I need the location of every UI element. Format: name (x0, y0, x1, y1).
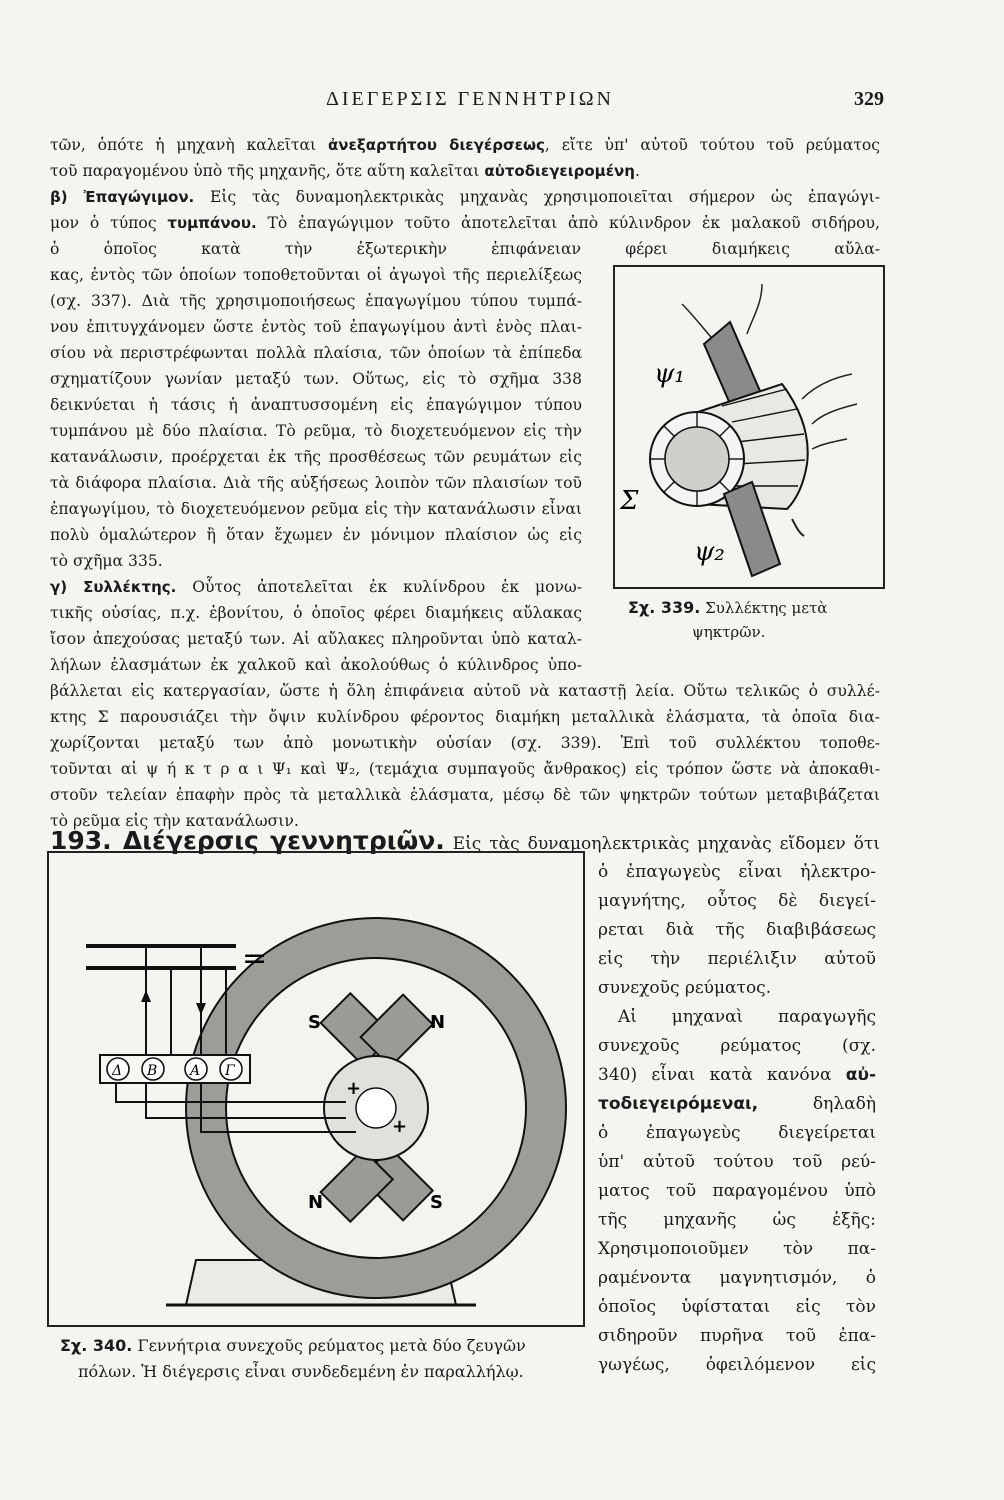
page-number: 329 (854, 88, 884, 110)
text-line: στοῦν τελείαν ἐπαφὴν πρὸς τὰ μεταλλικὰ ἐλάσματα, μέσῳ δὲ τῶν ψηκτρῶν τούτων μεταβιβάζεται (50, 786, 880, 804)
text-line: συνεχοῦς ρεύματος (σχ. (598, 1036, 876, 1056)
terminal-label: Β (147, 1063, 158, 1079)
text-line: β) Ἐπαγώγιμον. Εἰς τὰς δυναμοηλεκτρικὰς μηχανὰς χρησιμοποιεῖται σήμερον ὡς ἐπαγώγι- (50, 188, 880, 206)
label-psi1: ψ₁ (654, 359, 685, 389)
text-line: τοδιεγειρόμεναι, δηλαδὴ (598, 1094, 876, 1114)
text-line: ματος τοῦ παραγομένου ὑπὸ (598, 1181, 876, 1201)
text-line: τοῦνται αἱ ψ ή κ τ ρ α ι Ψ₁ καὶ Ψ₂, (τεμάχια συμπαγοῦς ἄνθρακος) εἰς τρόπον ὥστε νὰ ἀποκαθι- (50, 760, 880, 778)
text-line: 340) εἶναι κατὰ κανόνα αὐ- (598, 1065, 876, 1085)
figure-340-generator (46, 850, 586, 1328)
text-line: χωρίζονται μεταξύ των ἀπὸ μονωτικὴν οὐσίαν (σχ. 339). Ἐπὶ τοῦ συλλέκτου τοποθε- (50, 734, 880, 752)
terminal-label: Α (190, 1063, 201, 1079)
text-line: κατανάλωσιν, προέρχεται ἐκ τῆς προσθέσεως τῶν ρευμάτων εἰς (50, 448, 582, 466)
text-line: κας, ἐντὸς τῶν ὁποίων τοποθετοῦνται οἱ ἀγωγοὶ τῆς περιελίξεως (50, 266, 582, 284)
text-line: Αἱ μηχαναὶ παραγωγῆς (618, 1007, 876, 1027)
plus-sign: + (346, 1078, 362, 1099)
text-line: νου ἐπιτυγχάνομεν ὥστε ἐντὸς τοῦ ἐπαγωγίμου ἀντὶ ἑνὸς πλαι- (50, 318, 582, 336)
text-line: σχηματίζουν γωνίαν μεταξύ των. Οὕτως, εἰς τὸ σχῆμα 338 (50, 370, 582, 388)
figure-339-commutator (612, 264, 886, 590)
text-line: γ) Συλλέκτης. Οὗτος ἀποτελεῖται ἐκ κυλίνδρου ἐκ μονω- (50, 578, 582, 596)
text-line: τὸ σχῆμα 335. (50, 552, 163, 570)
text-line: τυμπάνου μὲ δύο πλαίσια. Τὸ ρεῦμα, τὸ διοχετευόμενον εἰς τὴν (50, 422, 582, 440)
text-line: τὰ διάφορα πλαίσια. Διὰ τῆς αὐξήσεως λοιπὸν τῶν πλαισίων τοῦ (50, 474, 582, 492)
text-line: λήλων ἐλασμάτων ἐκ χαλκοῦ καὶ ἀκολούθως ὁ κύλινδρος ὑπο- (50, 656, 582, 674)
text-line: ἴσον ἀπεχούσας μεταξύ των. Αἱ αὔλακες πληροῦνται ὑπὸ καταλ- (50, 630, 582, 648)
text-line: τῶν, ὁπότε ἡ μηχανὴ καλεῖται ἀνεξαρτήτου διεγέρσεως, εἴτε ὑπ' αὐτοῦ τούτου τοῦ ρεύματος (50, 136, 880, 154)
text-line: ραμένοντα μαγνητισμόν, ὁ (598, 1268, 876, 1288)
text-line: τικῆς οὐσίας, π.χ. ἐβονίτου, ὁ ὁποῖος φέρει διαμήκεις αὔλακας (50, 604, 582, 622)
text-line: γωγέως, ὀφειλόμενον εἰς (598, 1355, 876, 1375)
label-psi2: ψ₂ (694, 537, 725, 567)
text-line: ὁ ὁποῖος κατὰ τὴν ἐξωτερικὴν ἐπιφάνειαν φέρει διαμήκεις αὔλα- (50, 240, 880, 258)
section-193-heading-line: 193. Διέγερσις γεννητριῶν. Εἰς τὰς δυναμοηλεκτρικὰς μηχανὰς εἴδομεν ὅτι (50, 826, 880, 855)
arrow (196, 1003, 206, 1015)
subsection-heading: β) Ἐπαγώγιμον. (50, 188, 195, 206)
text-line: ρεται διὰ τῆς διαβιβάσεως (598, 920, 876, 940)
text-line: τὸ ρεῦμα εἰς τὴν κατανάλωσιν. (50, 812, 299, 830)
text-line: Χρησιμοποιοῦμεν τὸν πα- (598, 1239, 876, 1259)
wire (747, 284, 762, 334)
figure-339-caption: Σχ. 339. Συλλέκτης μετὰ (628, 598, 828, 617)
pole-label: S (308, 1012, 321, 1033)
subsection-heading: γ) Συλλέκτης. (50, 578, 177, 596)
text-line: πολὺ ὁμαλώτερον ἢ ὅταν ἔχωμεν ἐν μόνιμον πλαίσιον ὡς εἰς (50, 526, 582, 544)
text-line: ἐπαγωγίμου, τὸ διοχετευόμενον ρεῦμα εἰς τὴν κατανάλωσιν εἶναι (50, 500, 582, 518)
figure-340-caption: Σχ. 340. Γεννήτρια συνεχοῦς ρεύματος μετὰ δύο ζευγῶν (60, 1336, 526, 1355)
text-line: κτης Σ παρουσιάζει τὴν ὄψιν κυλίνδρου φέροντος διαμήκη μεταλλικὰ ἐλάσματα, τὰ ὁποῖα δια- (50, 708, 880, 726)
text-line: ὁποῖος ὑφίσταται εἰς τὸν (598, 1297, 876, 1317)
text-line: βάλλεται εἰς κατεργασίαν, ὥστε ἡ ὅλη ἐπιφάνεια αὐτοῦ νὰ καταστῇ λεία. Οὕτω τελικῶς ὁ συλλέ- (50, 682, 880, 700)
text-line: τῆς μηχανῆς ὡς ἑξῆς: (598, 1210, 876, 1230)
pole-label: N (308, 1192, 324, 1213)
wire (812, 404, 857, 424)
terminal-label: Γ (225, 1063, 235, 1079)
pole-label: S (430, 1192, 443, 1213)
pole-label: N (430, 1012, 446, 1033)
text-line: (σχ. 337). Διὰ τῆς χρησιμοποιήσεως ἐπαγωγίμου τύπου τυμπά- (50, 292, 582, 310)
text-line: ὑπ' αὐτοῦ τούτου τοῦ ρεύ- (598, 1152, 876, 1172)
text-line: ὁ ἐπαγωγεὺς διεγείρεται (598, 1123, 876, 1143)
text-line: τοῦ παραγομένου ὑπὸ τῆς μηχανῆς, ὅτε αὕτη καλεῖται αὐτοδιεγειρομένη. (50, 162, 640, 180)
text-line: σίου νὰ περιστρέφωνται πολλὰ πλαίσια, τῶν ὁποίων τὰ ἐπίπεδα (50, 344, 582, 362)
wire (792, 519, 804, 536)
figure-340-caption-line2: πόλων. Ἡ διέγερσις εἶναι συνδεδεμένη ἐν παραλλήλῳ. (78, 1362, 524, 1381)
text-line: σιδηροῦν πυρῆνα τοῦ ἐπα- (598, 1326, 876, 1346)
section-heading: 193. Διέγερσις γεννητριῶν. (50, 826, 445, 855)
text-line: συνεχοῦς ρεύματος. (598, 978, 772, 998)
shaft (356, 1088, 396, 1128)
text-line: ὁ ἐπαγωγεὺς εἶναι ἠλεκτρο- (598, 862, 876, 882)
text-line: μον ὁ τύπος τυμπάνου. Τὸ ἐπαγώγιμον τοῦτο ἀποτελεῖται ἀπὸ κύλινδρον ἐκ μαλακοῦ σιδήρου, (50, 214, 880, 232)
wire (802, 374, 852, 399)
text-line: δεικνύεται ἡ τάσις ἡ ἀναπτυσσομένη εἰς ἐπαγώγιμον τύπου (50, 396, 582, 414)
terminal-label: Δ (112, 1063, 123, 1079)
plus-sign: + (392, 1116, 408, 1137)
arrow (141, 990, 151, 1002)
running-title: ΔΙΕΓΕΡΣΙΣ ΓΕΝΝΗΤΡΙΩΝ (326, 88, 614, 110)
wire (812, 439, 847, 449)
commutator-core (665, 427, 729, 491)
text-line: εἰς τὴν περιέλιξιν αὐτοῦ (598, 949, 876, 969)
page-header (0, 88, 1004, 118)
equal-sign: = (242, 941, 268, 976)
label-sigma: Σ (620, 486, 639, 516)
figure-339-caption-line2: ψηκτρῶν. (692, 623, 766, 641)
text-line: μαγνήτης, οὗτος δὲ διεγεί- (598, 891, 876, 911)
